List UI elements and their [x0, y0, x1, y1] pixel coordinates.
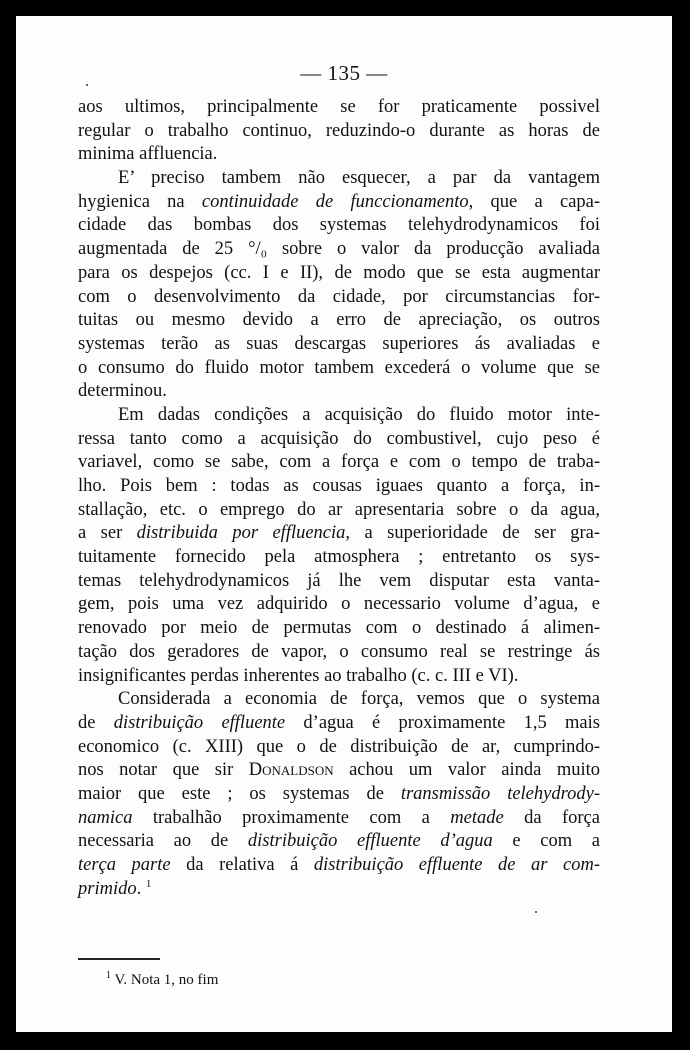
italic-text: distribuida por effluencia: [136, 523, 346, 544]
italic-text: distribuição effluente d’agua: [247, 831, 493, 852]
text-line: Considerada a economia de força, vemos que o systema: [118, 689, 600, 710]
text-line: de distribuição effluente d’agua é proximamente 1,5 mais: [78, 712, 600, 733]
text-line: determinou.: [78, 381, 167, 402]
text-line: para os despejos (cc. I e II), de modo que se esta augmentar: [78, 262, 600, 283]
text-line: systemas terão as suas descargas superiores ás avaliadas e: [78, 333, 600, 354]
text-line: primido. $^1$: [78, 877, 152, 899]
italic-text: transmissão telehydrody-: [400, 783, 600, 804]
paragraph: [78, 404, 600, 688]
book-page: [16, 16, 672, 1032]
italic-text: continuidade de funccionamento: [201, 191, 469, 212]
text-line: hygienica na continuidade de funccionamento, que a capa-: [78, 191, 601, 212]
text-line: tuitamente fornecido pela atmosphera ; entretanto os sys-: [78, 547, 600, 568]
text-line: economico (c. XIII) que o de distribuição de ar, cumprindo-: [78, 736, 600, 757]
text-line: minima affluencia.: [78, 144, 218, 165]
page-number: — 135 —: [300, 61, 388, 85]
italic-text: terça parte: [78, 855, 171, 875]
italic-text: metade: [450, 807, 504, 828]
paragraph: [78, 688, 600, 901]
text-line: lho. Pois bem : todas as cousas iguaes quanto a força, in-: [78, 476, 600, 496]
text-line: tuitas ou mesmo devido a erro de apreciação, os outros: [78, 310, 600, 331]
text-line: stallação, etc. o emprego do ar apresentaria sobre o da agua,: [78, 499, 600, 520]
text-line: ressa tanto como a acquisição do combustivel, cujo peso é: [78, 428, 600, 449]
body-text: [78, 96, 600, 901]
text-line: temas telehydrodynamicos já lhe vem disputar esta vanta-: [78, 570, 600, 591]
text-line: Em dadas condições a acquisição do fluido motor inte-: [118, 404, 600, 425]
text-line: augmentada de 25 °/₀ sobre o valor da producção avaliada: [78, 239, 600, 260]
paragraph: [78, 167, 600, 404]
italic-text: namica: [78, 807, 133, 828]
text-line: o consumo do fluido motor tambem excederá o volume que se: [78, 357, 600, 378]
italic-text: primido: [78, 878, 137, 899]
text-line: necessaria ao de distribuição effluente d’agua e com a: [78, 831, 600, 852]
text-line: variavel, como se sabe, com a força e com o tempo de traba-: [78, 452, 600, 473]
small-caps-text: Donaldson: [248, 760, 334, 781]
text-line: regular o trabalho continuo, reduzindo-o durante as horas de: [78, 120, 600, 141]
footnote-marker: 1: [106, 970, 111, 981]
italic-text: distribuição effluente de ar com-: [313, 855, 600, 875]
text-line: terça parte da relativa á distribuição effluente de ar com-: [78, 855, 600, 875]
text-line: cidade das bombas dos systemas telehydrodynamicos foi: [78, 215, 600, 236]
text-line: gem, pois uma vez adquirido o necessario volume d’agua, e: [78, 594, 600, 615]
italic-text: distribuição effluente: [113, 712, 286, 733]
text-line: maior que este ; os systemas de transmissão telehydrody-: [78, 783, 600, 804]
text-line: a ser distribuida por effluencia, a superioridade de ser gra-: [78, 523, 600, 544]
text-line: tação dos geradores de vapor, o consumo real se restringe ás: [78, 641, 600, 662]
text-line: renovado por meio de permutas com o destinado á alimen-: [78, 618, 600, 639]
text-line: aos ultimos, principalmente se for praticamente possivel: [78, 97, 600, 117]
paragraph: [78, 96, 600, 167]
footnote-reference: 1: [145, 877, 152, 890]
text-line: com o desenvolvimento da cidade, por circumstancias for-: [78, 286, 600, 307]
footnote-rule: [78, 958, 160, 960]
print-speck: [86, 84, 88, 86]
text-line: E’ preciso tambem não esquecer, a par da vantagem: [118, 168, 600, 189]
footnote: [106, 972, 218, 989]
print-speck: [535, 911, 537, 913]
text-line: insignificantes perdas inherentes ao trabalho (c. c. III e VI).: [78, 665, 519, 686]
footnote-text: V. Nota 1, no fim: [114, 972, 219, 988]
text-line: nos notar que sir Donaldson achou um valor ainda muito: [78, 760, 600, 781]
text-line: namica trabalhão proximamente com a metade da força: [78, 807, 600, 828]
